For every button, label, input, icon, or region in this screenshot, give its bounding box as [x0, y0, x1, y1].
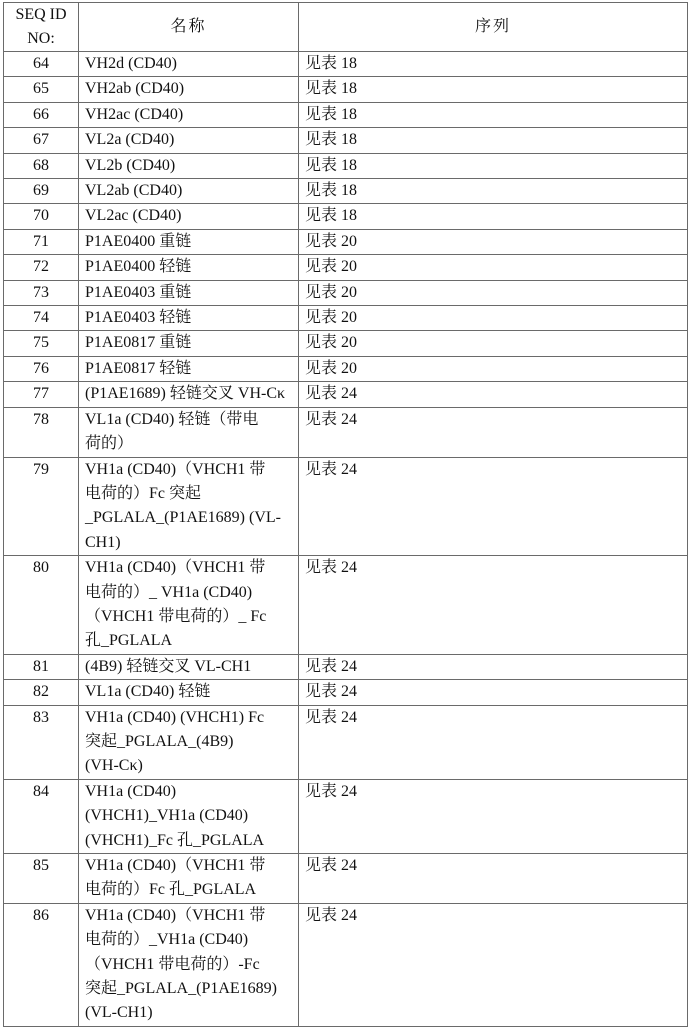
seq-id-cell: 80 [4, 556, 79, 655]
seq-id-cell: 86 [4, 903, 79, 1026]
sequence-cell: 见表 24 [299, 854, 688, 904]
table-row [4, 102, 688, 127]
table-row [4, 204, 688, 229]
sequence-cell: 见表 20 [299, 280, 688, 305]
header-row [4, 3, 688, 52]
name-cell: VH2ac (CD40) [79, 102, 299, 127]
table-row [4, 779, 688, 853]
name-cell [79, 407, 299, 457]
name-cell: (P1AE1689) 轻链交叉 VH-Cκ [79, 382, 299, 407]
table-row [4, 128, 688, 153]
sequence-cell: 见表 18 [299, 153, 688, 178]
name-cell: VL2b (CD40) [79, 153, 299, 178]
table-row [4, 52, 688, 77]
name-cell: P1AE0400 轻链 [79, 255, 299, 280]
header-name: 名称 [79, 3, 299, 52]
name-cell: P1AE0403 重链 [79, 280, 299, 305]
table-row [4, 654, 688, 679]
name-line: 电荷的）Fc 孔_PGLALA [85, 881, 257, 899]
header-seq-id-line1: SEQ ID [15, 6, 67, 23]
sequence-cell: 见表 24 [299, 382, 688, 407]
sequence-cell: 见表 20 [299, 229, 688, 254]
name-cell: (4B9) 轻链交叉 VL-CH1 [79, 654, 299, 679]
seq-id-cell: 81 [4, 654, 79, 679]
name-cell [79, 903, 299, 1026]
table-row [4, 179, 688, 204]
seq-id-cell: 85 [4, 854, 79, 904]
header-seq-id-line2: NO: [27, 30, 55, 47]
header-seq-id [4, 3, 79, 52]
table-row [4, 457, 688, 556]
sequence-cell: 见表 24 [299, 680, 688, 705]
name-line: VH1a (CD40)（VHCH1 带 [85, 460, 266, 478]
table-row [4, 356, 688, 381]
name-cell: VL1a (CD40) 轻链 [79, 680, 299, 705]
table-row [4, 382, 688, 407]
sequence-cell: 见表 20 [299, 331, 688, 356]
name-line: 电荷的）_VH1a (CD40) [85, 931, 249, 949]
name-line: CH1) [85, 533, 121, 551]
name-line: (VHCH1)_Fc 孔_PGLALA [85, 831, 265, 849]
name-cell: P1AE0817 重链 [79, 331, 299, 356]
sequence-cell: 见表 24 [299, 457, 688, 556]
table-row [4, 903, 688, 1026]
name-line: 荷的） [85, 435, 134, 453]
sequence-cell: 见表 20 [299, 255, 688, 280]
seq-id-cell: 71 [4, 229, 79, 254]
seq-id-cell: 83 [4, 705, 79, 779]
sequence-cell: 见表 18 [299, 204, 688, 229]
name-cell: VL2a (CD40) [79, 128, 299, 153]
name-cell: VL2ab (CD40) [79, 179, 299, 204]
name-line: (VH-Cκ) [85, 757, 143, 775]
seq-id-cell: 72 [4, 255, 79, 280]
name-line: VH1a (CD40) (VHCH1) Fc [85, 708, 265, 726]
name-line: VH1a (CD40)（VHCH1 带 [85, 857, 266, 874]
seq-id-cell: 64 [4, 52, 79, 77]
seq-id-cell: 69 [4, 179, 79, 204]
seq-id-cell: 77 [4, 382, 79, 407]
sequence-cell: 见表 24 [299, 903, 688, 1026]
sequence-cell: 见表 24 [299, 654, 688, 679]
table-row [4, 153, 688, 178]
name-line: 孔_PGLALA [85, 632, 173, 650]
table-row [4, 77, 688, 102]
sequence-cell: 见表 18 [299, 179, 688, 204]
table-row [4, 306, 688, 331]
seq-id-cell: 78 [4, 407, 79, 457]
name-line: (VL-CH1) [85, 1004, 153, 1022]
table-row [4, 854, 688, 904]
table-row [4, 331, 688, 356]
name-line: 电荷的）Fc 突起 [85, 484, 202, 502]
name-cell [79, 779, 299, 853]
sequence-table [3, 2, 688, 1027]
name-line: VL1a (CD40) 轻链（带电 [85, 410, 259, 428]
sequence-cell: 见表 20 [299, 306, 688, 331]
seq-id-cell: 75 [4, 331, 79, 356]
sequence-cell: 见表 24 [299, 407, 688, 457]
sequence-cell: 见表 24 [299, 556, 688, 655]
seq-id-cell: 70 [4, 204, 79, 229]
name-line: VH1a (CD40) [85, 782, 177, 800]
name-line: _PGLALA_(P1AE1689) (VL- [85, 509, 281, 527]
name-line: 突起_PGLALA_(4B9) [85, 732, 234, 750]
name-cell [79, 705, 299, 779]
sequence-cell: 见表 18 [299, 77, 688, 102]
name-cell [79, 854, 299, 904]
name-cell: P1AE0400 重链 [79, 229, 299, 254]
name-line: (VHCH1)_VH1a (CD40) [85, 807, 249, 825]
name-cell: VH2d (CD40) [79, 52, 299, 77]
name-cell: VH2ab (CD40) [79, 77, 299, 102]
seq-id-cell: 65 [4, 77, 79, 102]
seq-id-cell: 79 [4, 457, 79, 556]
name-line: VH1a (CD40)（VHCH1 带 [85, 906, 266, 924]
seq-id-cell: 82 [4, 680, 79, 705]
name-cell: P1AE0817 轻链 [79, 356, 299, 381]
seq-id-cell: 68 [4, 153, 79, 178]
table-row [4, 705, 688, 779]
sequence-cell: 见表 24 [299, 705, 688, 779]
seq-id-cell: 66 [4, 102, 79, 127]
name-cell [79, 556, 299, 655]
seq-id-cell: 76 [4, 356, 79, 381]
name-line: VH1a (CD40)（VHCH1 带 [85, 559, 266, 577]
table-row [4, 280, 688, 305]
header-sequence: 序列 [299, 3, 688, 52]
seq-id-cell: 73 [4, 280, 79, 305]
seq-id-cell: 67 [4, 128, 79, 153]
name-line: （VHCH1 带电荷的）-Fc [85, 955, 260, 973]
table-row [4, 229, 688, 254]
table-row [4, 407, 688, 457]
name-line: （VHCH1 带电荷的）_ Fc [85, 607, 267, 625]
table-row [4, 556, 688, 655]
sequence-cell: 见表 18 [299, 52, 688, 77]
table-header [4, 3, 688, 52]
sequence-cell: 见表 20 [299, 356, 688, 381]
table-body [4, 52, 688, 1027]
name-cell: P1AE0403 轻链 [79, 306, 299, 331]
sequence-cell: 见表 24 [299, 779, 688, 853]
table-row [4, 255, 688, 280]
sequence-cell: 见表 18 [299, 128, 688, 153]
name-cell [79, 457, 299, 556]
name-line: 电荷的）_ VH1a (CD40) [85, 583, 253, 601]
seq-id-cell: 74 [4, 306, 79, 331]
name-line: 突起_PGLALA_(P1AE1689) [85, 980, 277, 998]
name-cell: VL2ac (CD40) [79, 204, 299, 229]
seq-id-cell: 84 [4, 779, 79, 853]
sequence-cell: 见表 18 [299, 102, 688, 127]
table-row [4, 680, 688, 705]
